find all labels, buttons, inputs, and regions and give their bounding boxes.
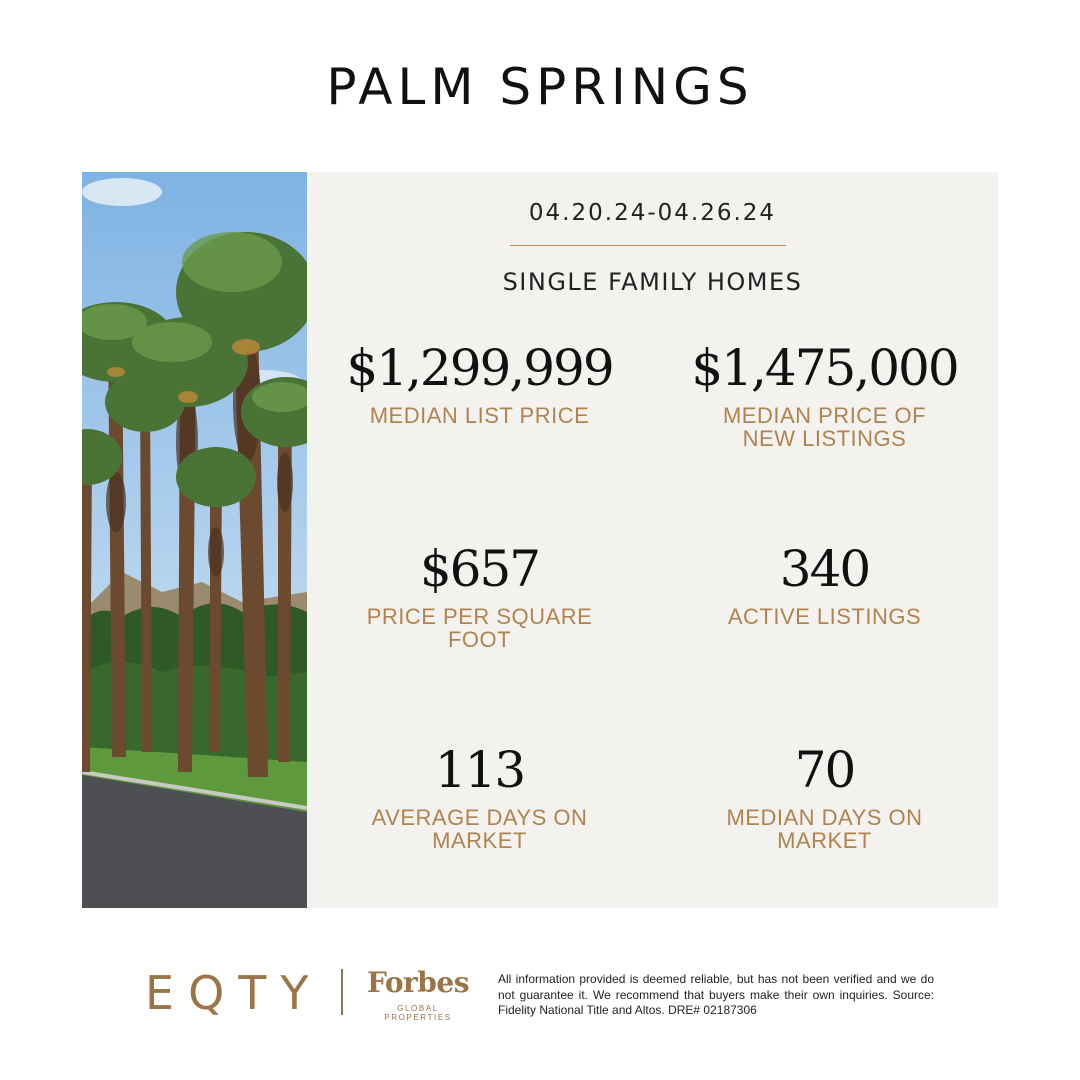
stat-value: 70 — [794, 741, 855, 799]
stat-price-per-square-foot — [307, 541, 652, 651]
date-range: 04.20.24-04.26.24 — [528, 200, 777, 226]
stat-median-price-new-listings — [652, 340, 997, 450]
stat-value: 340 — [779, 540, 870, 598]
stat-label: PRICE PER SQUARE FOOT — [366, 604, 593, 652]
stat-value: $1,475,000 — [691, 339, 958, 397]
page-title: PALM SPRINGS — [326, 58, 754, 116]
stat-value: $1,299,999 — [346, 339, 613, 397]
forbes-logo — [365, 966, 471, 1022]
stat-value: 113 — [434, 741, 525, 799]
palm-trees-photo — [82, 172, 307, 908]
stat-label: ACTIVE LISTINGS — [727, 604, 922, 629]
stat-label: MEDIAN PRICE OF NEW LISTINGS — [722, 403, 927, 451]
partner-name: Forbes — [367, 966, 469, 999]
stat-median-list-price — [307, 340, 652, 427]
stat-label: AVERAGE DAYS ON MARKET — [371, 805, 588, 853]
property-category: SINGLE FAMILY HOMES — [502, 268, 803, 296]
stats-panel — [307, 172, 998, 908]
stat-average-days-on-market — [307, 742, 652, 852]
stat-label: MEDIAN DAYS ON MARKET — [726, 805, 923, 853]
eqty-logo: EQTY — [145, 966, 323, 1020]
stat-median-days-on-market — [652, 742, 997, 852]
stat-active-listings — [652, 541, 997, 628]
stat-label: MEDIAN LIST PRICE — [369, 403, 590, 428]
stat-value: $657 — [419, 540, 540, 598]
divider-line — [510, 245, 786, 246]
disclaimer-text: All information provided is deemed reliable, but has not been verified and we do not guarantee it. We recommend that buyers make their own inquiries. Source: Fidelity National Title and Altos. DRE# 02187306 — [498, 972, 934, 1017]
partner-subtitle: GLOBAL PROPERTIES — [384, 1004, 452, 1022]
stats-card — [82, 172, 998, 908]
logo-divider — [341, 969, 343, 1015]
